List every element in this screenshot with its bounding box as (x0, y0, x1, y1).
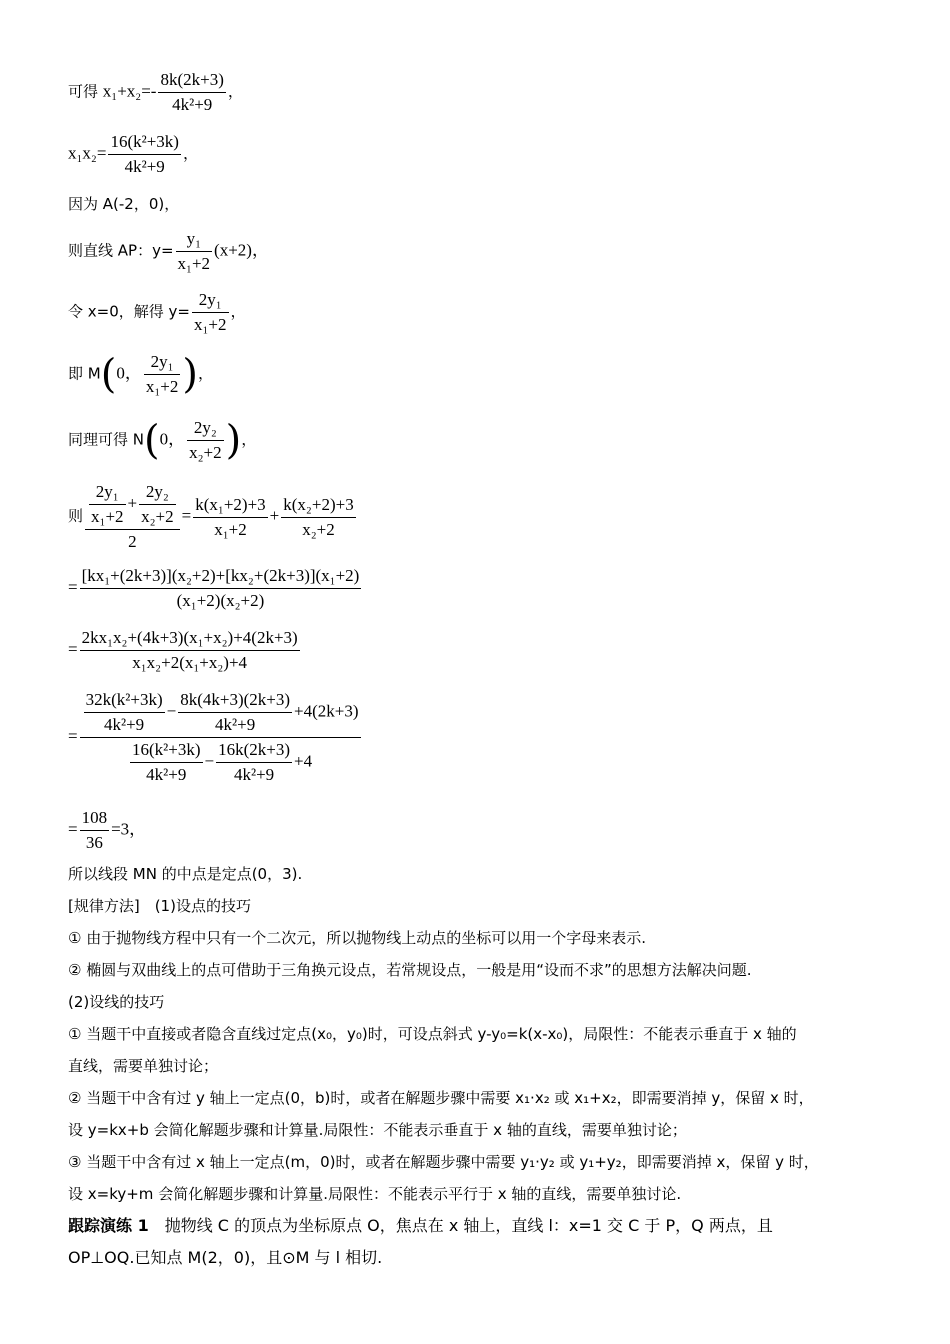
exercise-text: 抛物线 C 的顶点为坐标原点 O，焦点在 x 轴上，直线 l：x=1 交 C 于 P，Q 两点，且 (148, 1216, 773, 1235)
numerator: y₁ (176, 229, 213, 252)
compound-fraction (80, 690, 361, 785)
denominator: x₁+2 (91, 507, 124, 526)
equation-step-2: = $\frac{\text{2kx₁x₂+(4k+3)(x₁+x₂)+4(2k+3)}}{\text{x₁x₂+2(x₁+x₂)+4}}$ (68, 628, 298, 672)
line-technique-3: ③ 当题干中含有过 x 轴上一定点(m，0)时，或者在解题步骤中需要 y₁·y₂ 或 y₁+y₂，即需要消掉 x，保留 y 时， (68, 1153, 819, 1171)
line-technique-2-cont: 设 y=kx+b 会简化解题步骤和计算量.局限性：不能表示垂直于 x 轴的直线，需要单独讨论； (68, 1121, 687, 1139)
fraction (187, 418, 224, 463)
text: 同理可得 N (68, 430, 144, 449)
denominator: x₁+2 (177, 254, 211, 273)
equation-midpoint: 则 $\frac{\text{2y₁}}{\text{x₁+2}}$ + $\frac{\text{2y₂}}{\text{x₂+2}}$ 2 = $\frac{\text{k(x₁+2)+3}}{\text{x₁+2}}$ + $\frac{\text{k(x₂+2)+3}}{\text{x₂+2}}$ (68, 482, 354, 551)
math-suffix: (x+2)， (214, 240, 269, 260)
fraction (80, 628, 300, 673)
equation-step-3: = $\frac{\text{32k(k²+3k)}}{\text{4k²+9}}$ − $\frac{8k(4k+3)(2k+3)}{\text{4k²+9}}$ +4(2k+3) $\frac{\text{16(k²+3k)}}{\text{4k²+9}}$ − $\frac{16k(2k+3)}{\text{4k²+9}}$ +4 (68, 690, 359, 784)
fraction (108, 132, 181, 177)
fraction (80, 808, 110, 853)
line-technique-3-cont: 设 x=ky+m 会简化解题步骤和计算量.局限性：不能表示平行于 x 轴的直线，需要单独讨论. (68, 1185, 682, 1203)
denominator: 4k²+9 (104, 715, 145, 734)
method-point-2: ② 椭圆与双曲线上的点可借助于三角换元设点，若常规设点，一般是用“设而不求”的思想方法解决问题. (68, 961, 752, 979)
math-suffix: =3， (111, 819, 147, 839)
denominator: 4k²+9 (146, 765, 187, 784)
numerator: 16(k²+3k) (108, 132, 181, 155)
numerator: 2y₁ (89, 482, 126, 505)
denominator: 4k²+9 (233, 765, 275, 784)
method-subheading: (2)设线的技巧 (68, 993, 165, 1011)
text: 可得 (68, 82, 103, 101)
numerator: 16k(2k+3) (216, 740, 292, 763)
text-line: 因为 A(-2，0)， (68, 195, 180, 213)
line-technique-1-cont: 直线，需要单独讨论； (68, 1057, 219, 1075)
equation-step-1: = $\frac{\text{[kx₁+(2k+3)](x₂+2)+[kx₂+(2k+3)](x₁+2)}}{\text{(x₁+2)(x₂+2)}}$ (68, 566, 360, 610)
term: +4 (294, 751, 313, 771)
fraction (281, 495, 355, 540)
numerator: k(x₂+2)+3 (281, 495, 355, 518)
fraction (192, 290, 229, 335)
numerator: $\frac{\text{2y₁}}{\text{x₁+2}}$ + $\frac{\text{2y₂}}{\text{x₂+2}}$ (85, 482, 180, 530)
exercise-line (68, 1216, 773, 1236)
line-technique-1: ① 当题干中直接或者隐含直线过定点(x₀，y₀)时，可设点斜式 y-y₀=k(x-x₀)，局限性：不能表示垂直于 x 轴的 (68, 1025, 797, 1043)
method-point-1: ① 由于抛物线方程中只有一个二次元，所以抛物线上动点的坐标可以用一个字母来表示. (68, 929, 646, 947)
fraction (130, 740, 203, 785)
text: 令 x=0，解得 y= (68, 302, 190, 321)
fraction (216, 740, 292, 785)
fraction (158, 70, 225, 115)
denominator: (x₁+2)(x₂+2) (176, 591, 265, 610)
numerator: 2kx₁x₂+(4k+3)(x₁+x₂)+4(2k+3) (80, 628, 300, 651)
compound-fraction (85, 482, 180, 552)
fraction (193, 495, 267, 540)
fraction (176, 229, 213, 274)
denominator: 4k²+9 (124, 157, 165, 176)
numerator: [kx₁+(2k+3)](x₂+2)+[kx₂+(2k+3)](x₁+2) (80, 566, 362, 589)
numerator: 16(k²+3k) (130, 740, 203, 763)
fraction (144, 352, 181, 397)
fraction (84, 690, 165, 735)
denominator: x₁+2 (193, 315, 227, 334)
denominator: x₁+2 (145, 377, 179, 396)
exercise-line-cont: OP⊥OQ.已知点 M(2，0)，且⊙M 与 l 相切. (68, 1248, 383, 1267)
equation-sum-roots: 可得 x₁+x₂=- $\frac{8k(2k+3)}{\text{4k²+9}}$ ， (68, 70, 244, 114)
equation-point-m: 即 M(0， $\frac{\text{2y₁}}{\text{x₁+2}}$ )， (68, 351, 214, 398)
conclusion-line: 所以线段 MN 的中点是定点(0，3). (68, 865, 303, 883)
fraction (178, 690, 292, 735)
denominator: $\frac{\text{16(k²+3k)}}{\text{4k²+9}}$ − $\frac{16k(2k+3)}{\text{4k²+9}}$ +4 (132, 740, 313, 784)
math-lhs: x₁+x₂=- (102, 81, 157, 101)
numerator: 108 (80, 808, 110, 831)
equation-product-roots: x₁x₂= $\frac{\text{16(k²+3k)}}{\text{4k²+9}}$ ， (68, 132, 199, 176)
numerator: $\frac{\text{32k(k²+3k)}}{\text{4k²+9}}$ − $\frac{8k(4k+3)(2k+3)}{\text{4k²+9}}$ +4(2k+3) (80, 690, 361, 738)
term: +4(2k+3) (294, 701, 359, 721)
denominator: x₁x₂+2(x₁+x₂)+4 (132, 653, 248, 672)
line-technique-2: ② 当题干中含有过 y 轴上一定点(0，b)时，或者在解题步骤中需要 x₁·x₂ 或 x₁+x₂，即需要消掉 y，保留 x 时， (68, 1089, 814, 1107)
math-zero: 0， (116, 363, 142, 383)
method-heading: [规律方法] (1)设点的技巧 (68, 897, 251, 915)
math-lhs: x₁x₂= (68, 143, 107, 163)
numerator: 2y₂ (187, 418, 224, 441)
denominator: x₂+2 (141, 507, 174, 526)
equation-line-ap (68, 229, 269, 274)
numerator: 8k(2k+3) (158, 70, 225, 93)
fraction (89, 482, 126, 527)
denominator: x₂+2 (302, 519, 335, 539)
numerator: 32k(k²+3k) (84, 690, 165, 713)
numerator: k(x₁+2)+3 (193, 495, 267, 518)
equation-result: = $\frac{108}{36}$ =3， (68, 808, 147, 852)
equation-point-n: 同理可得 N(0， $\frac{\text{2y₂}}{\text{x₂+2}}$ )， (68, 417, 257, 464)
denominator: x₁+2 (214, 519, 247, 539)
fraction (80, 566, 362, 611)
exercise-label: 跟踪演练 1 (68, 1216, 149, 1235)
equation-solve-y: 令 x=0，解得 y= $\frac{\text{2y₁}}{\text{x₁+2}}$ ， (68, 290, 247, 334)
fraction (139, 482, 176, 527)
numerator: 2y₂ (139, 482, 176, 505)
denominator: 4k²+9 (172, 95, 213, 114)
denominator: 36 (85, 833, 103, 852)
text: 则 (68, 507, 84, 525)
numerator: 8k(4k+3)(2k+3) (178, 690, 292, 713)
text: 即 M (68, 364, 101, 383)
denominator: 2 (128, 532, 137, 551)
denominator: 4k²+9 (215, 715, 256, 734)
numerator: 2y₁ (144, 352, 181, 375)
math-zero: 0， (159, 429, 186, 449)
text: 则直线 AP：y= (68, 241, 174, 260)
denominator: x₂+2 (189, 443, 222, 462)
numerator: 2y₁ (192, 290, 229, 313)
